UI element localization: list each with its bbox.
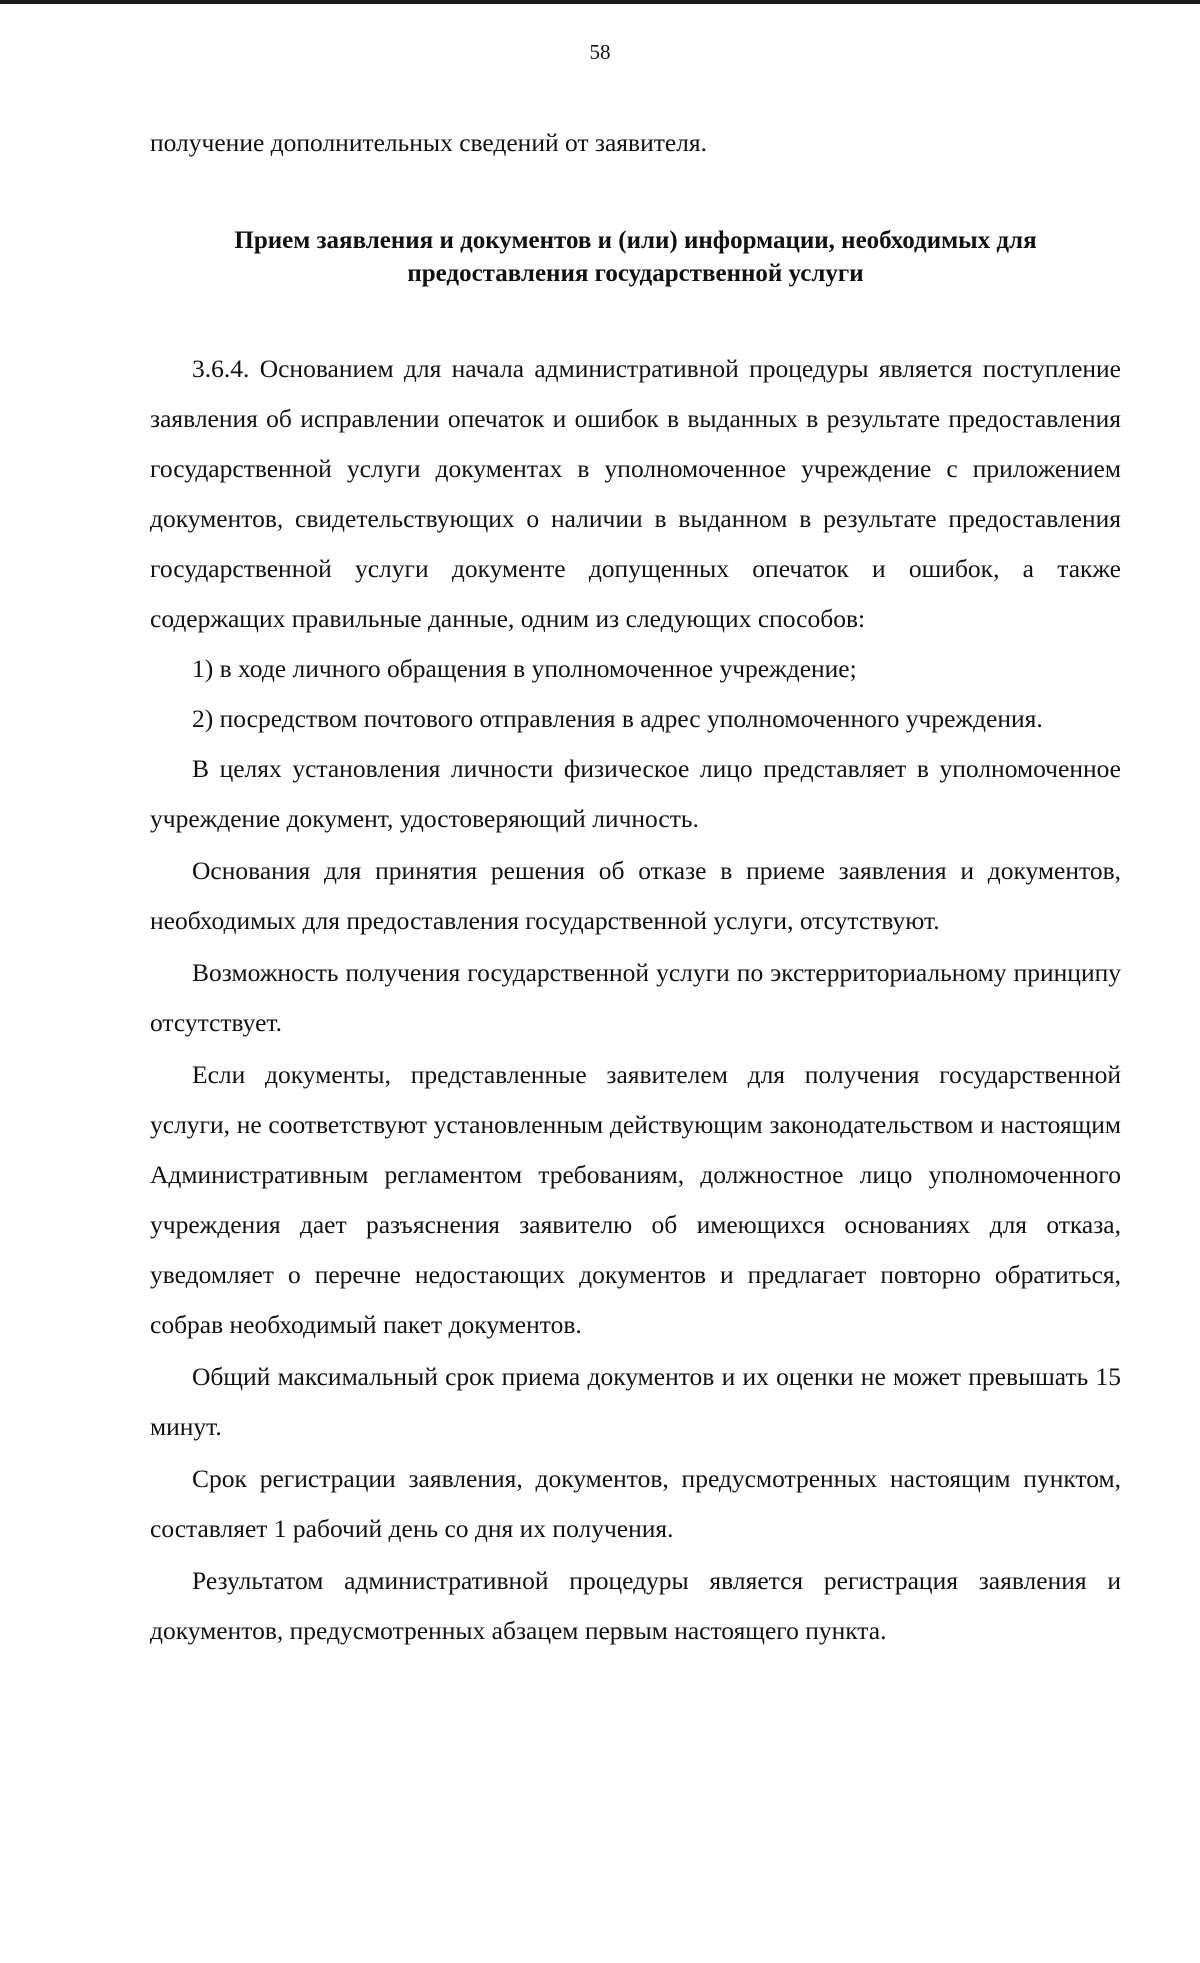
- page-number: 58: [589, 40, 611, 64]
- section-heading: Прием заявления и документов и (или) информации, необходимых для предоставления государственной услуги: [234, 227, 1037, 287]
- paragraph-max-term: Общий максимальный срок приема документов и их оценки не может превышать 15 минут.: [150, 1362, 1121, 1441]
- paragraph-nonconforming-documents: Если документы, представленные заявителем для получения государственной услуги, не соответствуют установленным действующим законодательством и настоящим Административным регламентом требованиям, должностное лицо уполномоченного учреждения дает разъяснения заявителю об имеющихся основаниях для отказа, уведомляет о перечне недостающих документов и предлагает повторно обратиться, собрав необходимый пакет документов.: [150, 1060, 1121, 1339]
- paragraph-extraterritorial: Возможность получения государственной услуги по экстерриториальному принципу отсутствует.: [150, 958, 1121, 1037]
- paragraph-identity: В целях установления личности физическое лицо представляет в уполномоченное учреждение документ, удостоверяющий личность.: [150, 754, 1121, 833]
- document-body: [150, 118, 1121, 1656]
- top-border-rule: [0, 0, 1200, 4]
- list-item-1: 1) в ходе личного обращения в уполномоченное учреждение;: [192, 654, 857, 683]
- paragraph-no-refusal-grounds: Основания для принятия решения об отказе в приеме заявления и документов, необходимых для предоставления государственной услуги, отсутствуют.: [150, 856, 1121, 935]
- list-item-2: 2) посредством почтового отправления в адрес уполномоченного учреждения.: [192, 704, 1043, 733]
- continuation-line: получение дополнительных сведений от заявителя.: [150, 128, 708, 157]
- paragraph-registration-term: Срок регистрации заявления, документов, предусмотренных настоящим пунктом, составляет 1 рабочий день со дня их получения.: [150, 1464, 1121, 1543]
- paragraph-3-6-4: 3.6.4. Основанием для начала административной процедуры является поступление заявления об исправлении опечаток и ошибок в выданных в результате предоставления государственной услуги документах в уполномоченное учреждение с приложением документов, свидетельствующих о наличии в выданном в результате предоставления государственной услуги документе допущенных опечаток и ошибок, а также содержащих правильные данные, одним из следующих способов:: [150, 354, 1121, 633]
- paragraph-result: Результатом административной процедуры является регистрация заявления и документов, предусмотренных абзацем первым настоящего пункта.: [150, 1566, 1121, 1645]
